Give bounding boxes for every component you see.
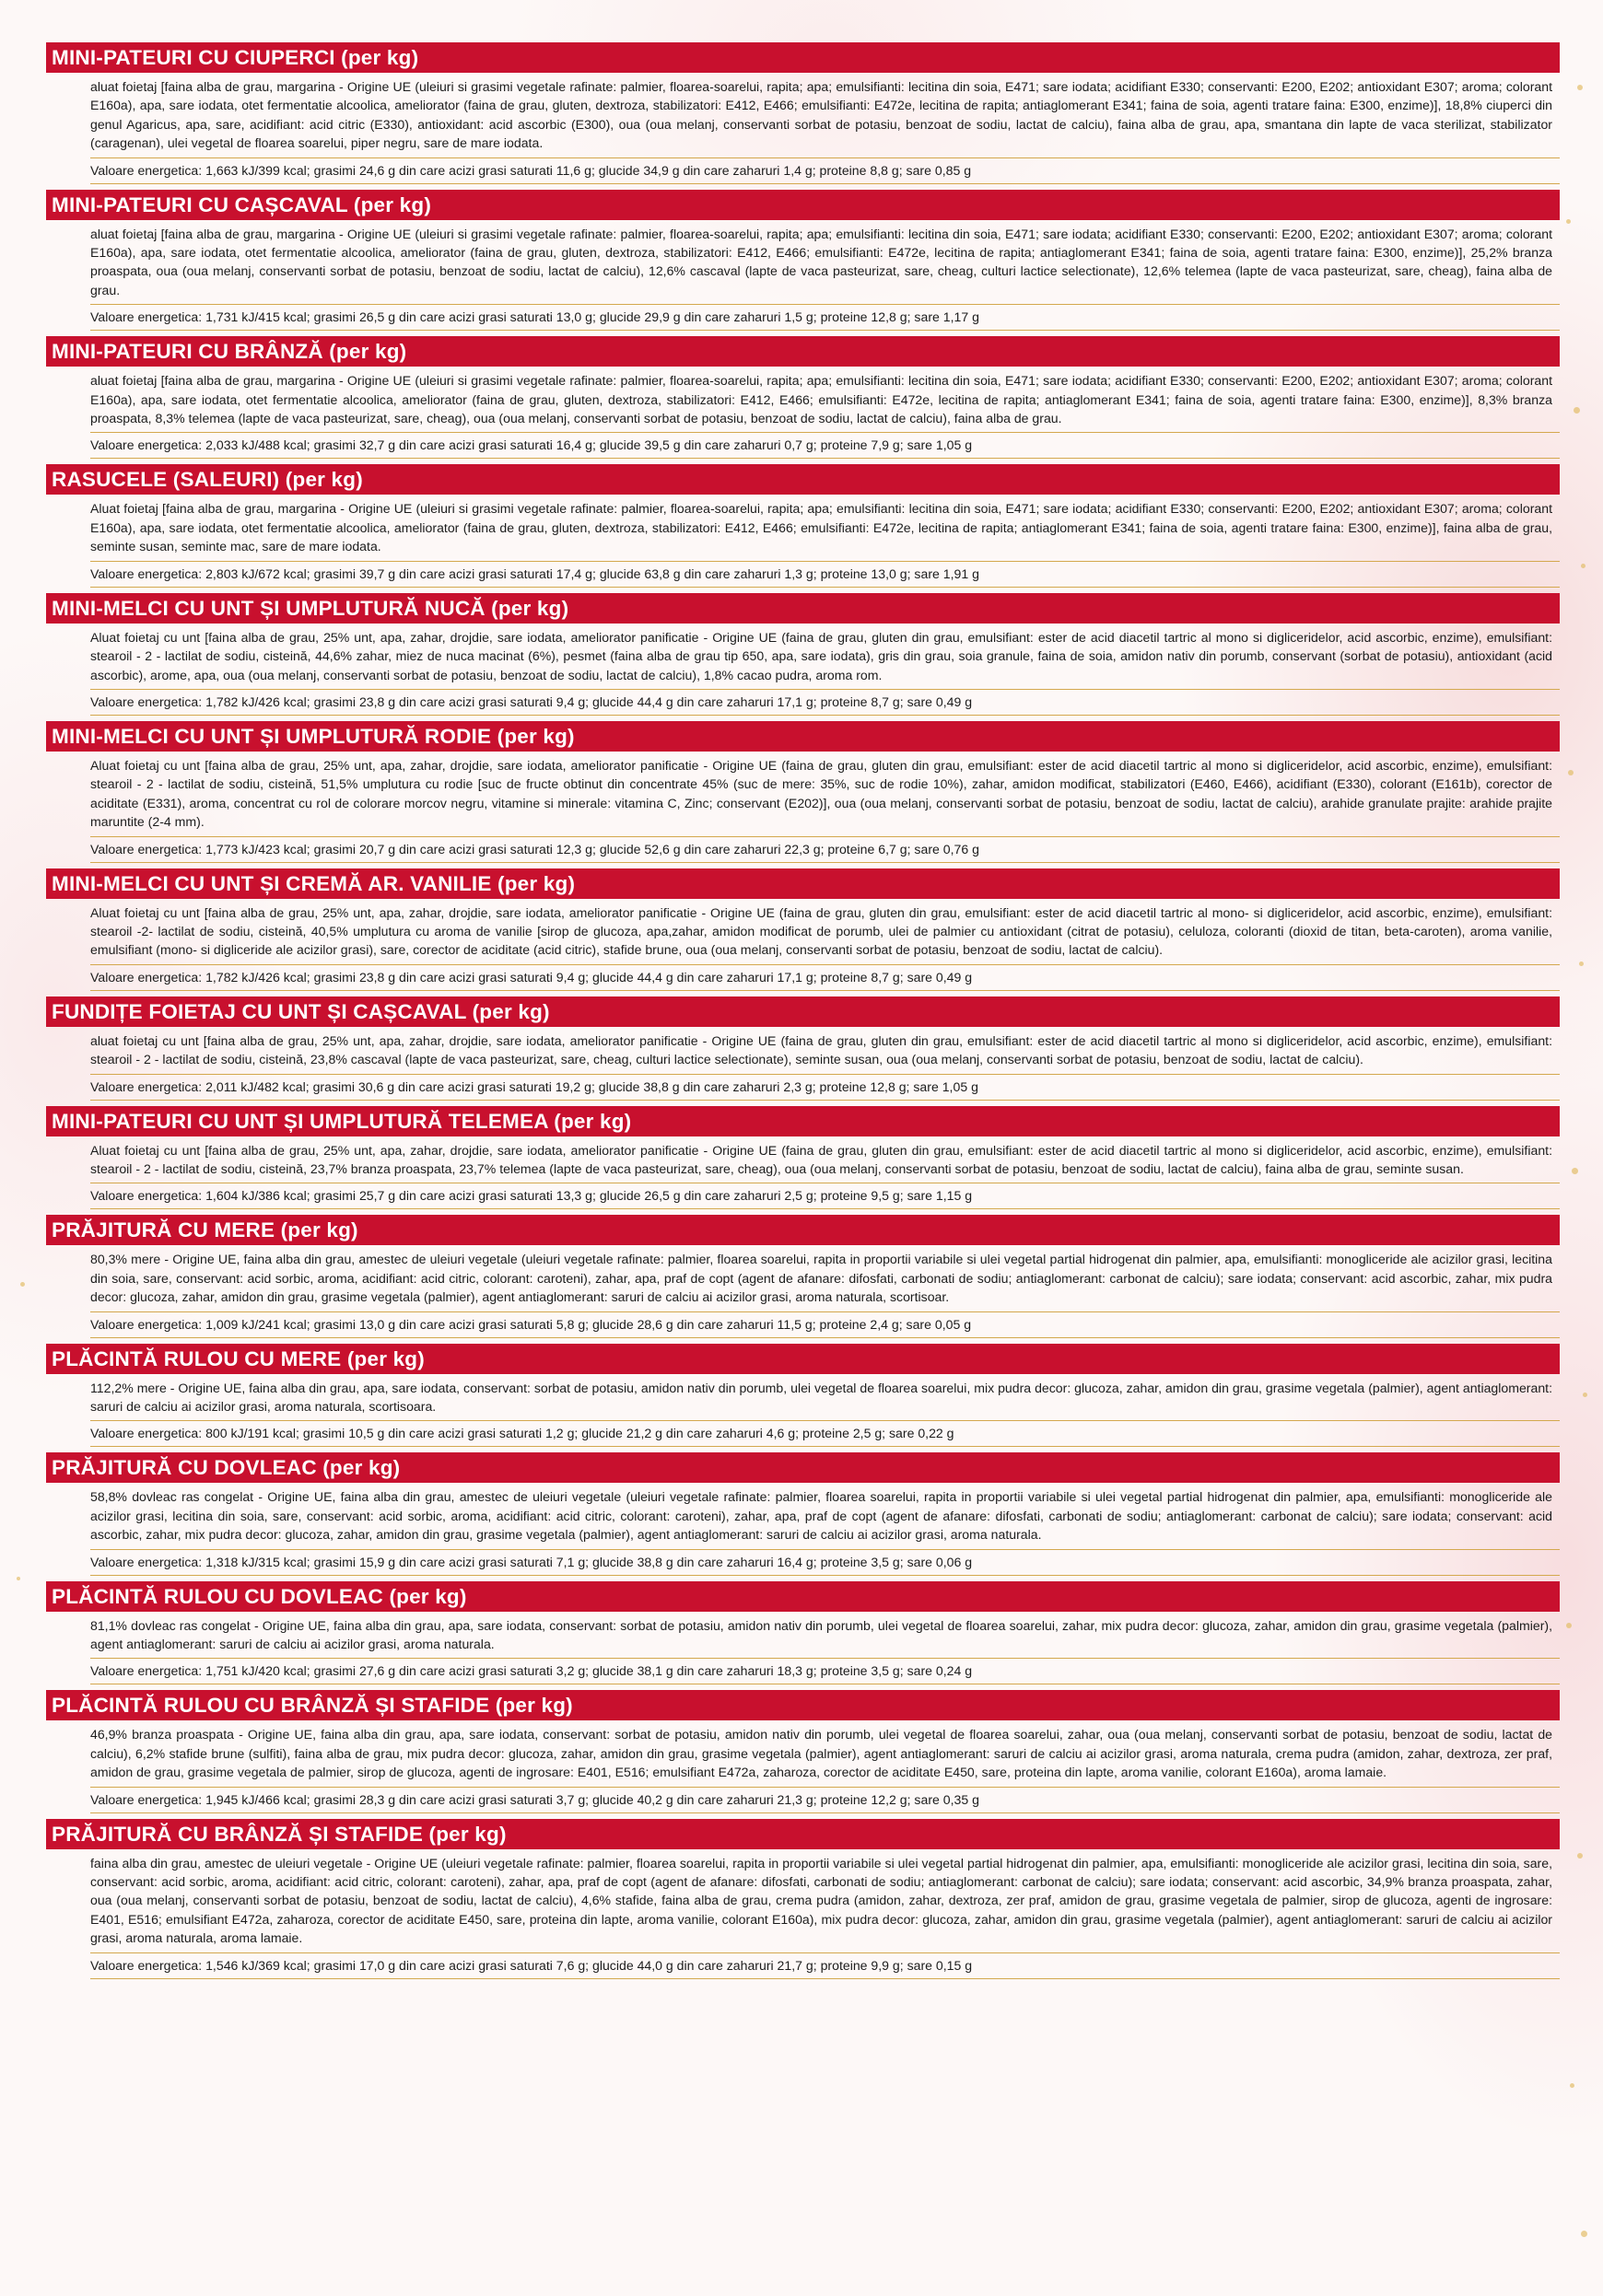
product-title: PRĂJITURĂ CU DOVLEAC (per kg) [46,1452,1560,1483]
product-list [46,42,1560,1985]
gold-sparkle [1568,770,1574,775]
product-title: MINI-PATEURI CU CIUPERCI (per kg) [46,42,1560,73]
product-nutrition: Valoare energetica: 1,604 kJ/386 kcal; grasimi 25,7 g din care acizi grasi saturati 13,3 g; glucide 26,5 g din care zaharuri 2,5 g; proteine 9,5 g; sare 1,15 g [90,1183,1560,1209]
product-nutrition: Valoare energetica: 1,773 kJ/423 kcal; grasimi 20,7 g din care acizi grasi saturati 12,3 g; glucide 52,6 g din care zaharuri 22,3 g; proteine 6,7 g; sare 0,76 g [90,836,1560,863]
gold-sparkle [1583,1393,1587,1397]
product-nutrition: Valoare energetica: 1,782 kJ/426 kcal; grasimi 23,8 g din care acizi grasi saturati 9,4 g; glucide 44,4 g din care zaharuri 17,1 g; proteine 8,7 g; sare 0,49 g [90,964,1560,991]
product-ingredients: 58,8% dovleac ras congelat - Origine UE, faina alba din grau, amestec de uleiuri vegetale (uleiuri vegetale rafinate: palmier, floarea soarelui, rapita in proportii variabile si ulei vegetal partial hidrogenat din palmier, apa, emulsifianti: monogliceride ale acizilor grasi, lecitina din soia, sare, conservant: acid sorbic, aroma, acidifiant: acid citric, colorant: caroteni), zahar, apa, praf de copt (agent de afanare: difosfati, carbonati de sodiu; antiaglomerant: carbonat de calciu); sare iodata; conservant: acid ascorbic, zahar, mix pudra decor: glucoza, zahar, amidon din grau, grasime vegetala (palmier), agent antiaglomerant: saruri de calciu ai acizilor grasi, aroma naturala. [90,1489,1552,1543]
product-nutrition: Valoare energetica: 1,546 kJ/369 kcal; grasimi 17,0 g din care acizi grasi saturati 7,6 g; glucide 44,0 g din care zaharuri 21,7 g; proteine 9,9 g; sare 0,15 g [90,1952,1560,1979]
product-nutrition: Valoare energetica: 1,009 kJ/241 kcal; grasimi 13,0 g din care acizi grasi saturati 5,8 g; glucide 28,6 g din care zaharuri 11,5 g; proteine 2,4 g; sare 0,05 g [90,1311,1560,1338]
product-section [46,593,1560,716]
product-nutrition: Valoare energetica: 1,663 kJ/399 kcal; grasimi 24,6 g din care acizi grasi saturati 11,6 g; glucide 34,9 g din care zaharuri 1,4 g; proteine 8,8 g; sare 0,85 g [90,157,1560,184]
product-title: MINI-MELCI CU UNT ȘI CREMĂ AR. VANILIE (per kg) [46,868,1560,899]
product-ingredients: Aluat foietaj cu unt [faina alba de grau, 25% unt, apa, zahar, drojdie, sare iodata, ameliorator panificatie - Origine UE (faina de grau, gluten din grau, emulsifiant: ester de acid diacetil tartric al mono si digliceridelor, acid ascorbic, enzime), emulsifiant: stearoil - 2 - lactilat de sodiu, cisteină, 23,7% branza proaspata, 23,7% telemea (lapte de vaca pasteurizat, sare, cheag), oua (oua melanj, conservanti sorbat de potasiu, benzoat de sodiu, lactat de calciu), faina alba de grau, seminte susan. [90,1142,1552,1176]
product-section [46,336,1560,459]
product-ingredients: Aluat foietaj cu unt [faina alba de grau, 25% unt, apa, zahar, drojdie, sare iodata, ameliorator panificatie - Origine UE (faina de grau, gluten din grau, emulsifiant: ester de acid diacetil tartric al mono si digliceridelor, acid ascorbic, enzime), emulsifiant: stearoil - 2 - lactilat de sodiu, cisteină, 51,5% umplutura cu rodie [suc de fructe obtinut din concentrate 45% (suc de mere: 35%, suc de rodie 10%), zahar, amidon modificat, stabilizatori (E460, E466), acidifiant (E330), colorant (E161b), corector de aciditate (E331), aroma, concentrat cu rol de colorare morcov negru, vitamine si minerale: vitamina C, Zinc; conservant (E202)], oua (oua melanj, conservanti sorbat de potasiu, benzoat de sodiu, lactat de calciu), arahide granulate prajite: arahide prajite maruntite (2-4 mm). [90,757,1552,830]
product-ingredients: Aluat foietaj cu unt [faina alba de grau, 25% unt, apa, zahar, drojdie, sare iodata, ameliorator panificatie - Origine UE (faina de grau, gluten din grau, emulsifiant: ester de acid diacetil tartric al mono si digliceridelor, acid ascorbic, enzime), emulsifiant: stearoil - 2 - lactilat de sodiu, cisteină, 44,6% zahar, miez de nuca macinat (6%), pesmet (faina alba de grau tip 650, apa, sare iodata), gris din grau, soia granule, faina de soia, amidon nativ din porumb, conservant (sorbat de potasiu), antioxidant (acid ascorbic), arome, apa, oua (oua melanj, conservanti sorbat de potasiu, benzoat de sodiu, lactat de calciu), 1,8% cacao pudra, aroma rom. [90,629,1552,682]
product-ingredients: Aluat foietaj cu unt [faina alba de grau, 25% unt, apa, zahar, drojdie, sare iodata, ameliorator panificatie - Origine UE (faina de grau, gluten din grau, emulsifiant: ester de acid diacetil tartric al mono- si digliceridelor, acid ascorbic, enzime), emulsifiant: stearoil -2- lactilat de sodiu, cisteină, 40,5% umplutura cu aroma de vanilie [sirop de glucoza, apa,zahar, amidon modificat de porumb, ulei de palmier cu antioxidant (citrat de potasiu), celuloza, coloranti (dioxid de titan, beta-caroten), aroma vanilie, emulsifiant (mono- si digliceride ale acizilor grasi), sare, corector de aciditate (acid citric), stafide brune, oua (oua melanj, conservanti sorbat de potasiu, benzoat de sodiu, lactat de calciu). [90,904,1552,958]
gold-sparkle [1579,962,1584,966]
product-title: PRĂJITURĂ CU MERE (per kg) [46,1215,1560,1245]
product-title: RASUCELE (SALEURI) (per kg) [46,464,1560,495]
gold-sparkle [1566,219,1571,224]
product-title: MINI-PATEURI CU BRÂNZĂ (per kg) [46,336,1560,367]
gold-sparkle [1570,2083,1574,2088]
gold-sparkle [20,1282,25,1287]
product-ingredients: aluat foietaj [faina alba de grau, margarina - Origine UE (uleiuri si grasimi vegetale rafinate: palmier, floarea-soarelui, rapita; apa; emulsifianti: lecitina din soia, E471; sare iodata; acidifiant E330; conservanti: E200, E202; antioxidant E307; aroma; colorant E160a), apa, sare iodata, otet fermentatie alcoolica, ameliorator (faina de grau, gluten, dextroza, stabilizatori: E412, E466; emulsifianti: E472e, lecitina de rapita; antiaglomerant E341; faina de soia, agenti tratare faina: E300, enzime)], 25,2% branza proaspata, oua (oua melanj, conservanti sorbat de potasiu, benzoat de sodiu, lactat de calciu), 12,6% cascaval (lapte de vaca pasteurizat, sare, cheag, culturi lactice selectionate), 12,6% telemea (lapte de vaca pasteurizat, sare, cheag), faina alba de grau. [90,226,1552,297]
product-ingredients: aluat foietaj [faina alba de grau, margarina - Origine UE (uleiuri si grasimi vegetale rafinate: palmier, floarea-soarelui, rapita; apa; emulsifianti: lecitina din soia, E471; sare iodata; acidifiant E330; conservanti: E200, E202; antioxidant E307; aroma; colorant E160a), apa, sare iodata, otet fermentatie alcoolica, ameliorator (faina de grau, gluten, dextroza, stabilizatori: E412, E466; emulsifianti: E472e, lecitina de rapita; antiaglomerant E341; faina de soia, agenti tratare faina: E300, enzime)], 18,8% ciuperci din genul Agaricus, apa, sare, acidifiant: acid citric (E330), antioxidant: acid ascorbic (E300), oua (oua melanj, conservanti sorbat de potasiu, benzoat de sodiu, lactat de calciu), faina alba de grau, apa, smantana din lapte de vaca sterilizat, stabilizator (caragenan), ulei vegetal de floarea soarelui, piper negru, sare de mare iodata. [90,79,1552,151]
gold-sparkle [1581,2231,1587,2237]
product-nutrition: Valoare energetica: 1,782 kJ/426 kcal; grasimi 23,8 g din care acizi grasi saturati 9,4 g; glucide 44,4 g din care zaharuri 17,1 g; proteine 8,7 g; sare 0,49 g [90,689,1560,716]
product-nutrition: Valoare energetica: 1,751 kJ/420 kcal; grasimi 27,6 g din care acizi grasi saturati 3,2 g; glucide 38,1 g din care zaharuri 18,3 g; proteine 3,5 g; sare 0,24 g [90,1658,1560,1684]
product-title: MINI-MELCI CU UNT ȘI UMPLUTURĂ NUCĂ (per kg) [46,593,1560,624]
product-ingredients: Aluat foietaj [faina alba de grau, margarina - Origine UE (uleiuri si grasimi vegetale rafinate: palmier, floarea-soarelui, rapita; apa; emulsifianti: lecitina din soia, E471; sare iodata; acidifiant E330; conservanti: E200, E202; antioxidant E307; aroma; colorant E160a), apa, sare iodata, otet fermentatie alcoolica, ameliorator (faina de grau, gluten, dextroza, stabilizatori: E412, E466; emulsifianti: E472e, lecitina de rapita; antiaglomerant E341; faina de soia, agenti tratare faina: E300, enzime)], faina alba de grau, seminte susan, seminte mac, sare de mare iodata. [90,501,1552,554]
product-ingredients: aluat foietaj [faina alba de grau, margarina - Origine UE (uleiuri si grasimi vegetale rafinate: palmier, floarea-soarelui, rapita; apa; emulsifianti: lecitina din soia, E471; sare iodata; acidifiant E330; conservanti: E200, E202; antioxidant E307; aroma; colorant E160a), apa, sare iodata, otet fermentatie alcoolica, ameliorator (faina de grau, gluten, dextroza, stabilizatori: E412, E466; emulsifianti: E472e, lecitina de rapita; antiaglomerant E341; faina de soia, agenti tratare faina: E300, enzime)], 8,3% branza proaspata, 8,3% telemea (lapte de vaca pasteurizat, sare, cheag), oua (oua melanj, conservanti sorbat de potasiu, benzoat de sodiu, lactat de calciu), faina alba de grau. [90,373,1552,426]
product-section [46,1581,1560,1685]
product-nutrition: Valoare energetica: 800 kJ/191 kcal; grasimi 10,5 g din care acizi grasi saturati 1,2 g; glucide 21,2 g din care zaharuri 4,6 g; proteine 2,5 g; sare 0,22 g [90,1420,1560,1447]
product-section [46,1215,1560,1337]
product-section [46,996,1560,1101]
product-section [46,1344,1560,1448]
product-section [46,464,1560,587]
product-nutrition: Valoare energetica: 1,945 kJ/466 kcal; grasimi 28,3 g din care acizi grasi saturati 3,7 g; glucide 40,2 g din care zaharuri 21,3 g; proteine 12,2 g; sare 0,35 g [90,1787,1560,1813]
product-nutrition: Valoare energetica: 2,033 kJ/488 kcal; grasimi 32,7 g din care acizi grasi saturati 16,4 g; glucide 39,5 g din care zaharuri 0,7 g; proteine 7,9 g; sare 1,05 g [90,432,1560,459]
product-title: MINI-MELCI CU UNT ȘI UMPLUTURĂ RODIE (per kg) [46,721,1560,752]
product-ingredients: 112,2% mere - Origine UE, faina alba din grau, apa, sare iodata, conservant: sorbat de potasiu, amidon nativ din porumb, ulei vegetal de floarea soarelui, mix pudra decor: glucoza, zahar, amidon din grau, grasime vegetala (palmier), agent antiaglomerant: saruri de calciu ai acizilor grasi, aroma naturala, scortisoara. [90,1380,1552,1414]
gold-sparkle [1581,564,1585,568]
product-ingredients: 80,3% mere - Origine UE, faina alba din grau, amestec de uleiuri vegetale (uleiuri vegetale rafinate: palmier, floarea soarelui, rapita in proportii variabile si ulei vegetal partial hidrogenat din palmier, apa, emulsifianti: monogliceride ale acizilor grasi, lecitina din soia, sare, conservant: acid sorbic, aroma, acidifiant: acid citric, colorant: caroteni), zahar, apa, praf de copt (agent de afanare: difosfati, carbonati de sodiu; antiaglomerant: carbonat de calciu); sare iodata; conservant: acid ascorbic, zahar, mix pudra decor: glucoza, zahar, amidon din grau, grasime vegetala (palmier), agent antiaglomerant: saruri de calciu ai acizilor grasi, aroma naturala, scortisoar. [90,1252,1552,1305]
product-ingredients: faina alba din grau, amestec de uleiuri vegetale - Origine UE (uleiuri vegetale rafinate: palmier, floarea soarelui, rapita in proportii variabile si ulei vegetal partial hidrogenat din palmier, apa, emulsifianti: monogliceride ale acizilor grasi, lecitina din soia, sare, conservant: acid sorbic, aroma, acidifiant: acid citric, colorant: caroteni), zahar, apa, praf de copt (agent de afanare: difosfati, carbonati de sodiu; antiaglomerant: carbonat de calciu); sare iodata; conservant: acid ascorbic, 34,9% branza proaspata, zahar, oua (oua melanj, conservanti sorbat de potasiu, benzoat de sodiu, lactat de calciu), 4,6% stafide, faina alba de grau, crema pudra (amidon, zahar, dextroza, zer praf, amidon de grau, grasime vegetala de palmier, sirop de glucoza, agenti de ingrosare: E401, E516; emulsifiant E472a, zaharoza, corector de aciditate E450, sare, proteina din lapte, aroma vanilie, colorant E160a), mix pudra decor: glucoza, zahar, amidon din grau, grasime vegetala (palmier), agent antiaglomerant: saruri de calciu ai acizilor grasi, aroma naturala, aroma lamaie. [90,1855,1552,1946]
product-nutrition: Valoare energetica: 2,803 kJ/672 kcal; grasimi 39,7 g din care acizi grasi saturati 17,4 g; glucide 63,8 g din care zaharuri 1,3 g; proteine 13,0 g; sare 1,91 g [90,561,1560,588]
gold-sparkle [1577,85,1583,90]
product-section [46,1690,1560,1812]
product-section [46,42,1560,184]
gold-sparkle [1574,407,1580,414]
product-section [46,1819,1560,1979]
product-title: MINI-PATEURI CU CAȘCAVAL (per kg) [46,190,1560,220]
gold-sparkle [1577,1853,1583,1859]
product-title: PLĂCINTĂ RULOU CU MERE (per kg) [46,1344,1560,1374]
product-ingredients: 46,9% branza proaspata - Origine UE, faina alba din grau, apa, sare iodata, conservant: sorbat de potasiu, amidon nativ din porumb, ulei vegetal de floarea soarelui, zahar, oua (oua melanj, conservanti sorbat de potasiu, benzoat de sodiu, lactat de calciu), 6,2% stafide brune (sulfiti), faina alba de grau, mix pudra decor: glucoza, zahar, amidon din grau, grasime vegetala (palmier), agent antiaglomerant: saruri de calciu ai acizilor grasi, aroma naturala, crema pudra (amidon, zahar, dextroza, zer praf, amidon de grau, grasime vegetala de palmier, sirop de glucoza, agenti de ingrosare: E401, E516; emulsifiant E472a, zaharoza, corector de aciditate E450, sare, proteina din lapte, aroma vanilie, colorant E160a), aroma lamaie. [90,1727,1552,1780]
product-nutrition: Valoare energetica: 1,318 kJ/315 kcal; grasimi 15,9 g din care acizi grasi saturati 7,1 g; glucide 38,8 g din care zaharuri 16,4 g; proteine 3,5 g; sare 0,06 g [90,1549,1560,1576]
product-title: MINI-PATEURI CU UNT ȘI UMPLUTURĂ TELEMEA (per kg) [46,1106,1560,1136]
product-nutrition: Valoare energetica: 2,011 kJ/482 kcal; grasimi 30,6 g din care acizi grasi saturati 19,2 g; glucide 38,8 g din care zaharuri 2,3 g; proteine 12,8 g; sare 1,05 g [90,1074,1560,1101]
product-ingredients: aluat foietaj cu unt [faina alba de grau, 25% unt, apa, zahar, drojdie, sare iodata, ameliorator panificatie - Origine UE (faina de grau, gluten din grau, emulsifiant: ester de acid diacetil tartric al mono si digliceridelor, acid ascorbic, enzime), emulsifiant: stearoil - 2 - lactilat de sodiu, cisteină, 23,8% cascaval (lapte de vaca pasteurizat, sare, cheag, culturi lactice selectionate), seminte susan, oua (oua melanj, conservanti sorbat de potasiu, benzoat de sodiu, lactat de calciu). [90,1032,1552,1067]
product-title: PRĂJITURĂ CU BRÂNZĂ ȘI STAFIDE (per kg) [46,1819,1560,1849]
gold-sparkle [1572,1168,1578,1174]
product-section [46,190,1560,332]
product-section [46,868,1560,991]
product-section [46,721,1560,863]
product-section [46,1106,1560,1210]
product-title: PLĂCINTĂ RULOU CU BRÂNZĂ ȘI STAFIDE (per kg) [46,1690,1560,1720]
gold-sparkle [17,1577,20,1580]
product-section [46,1452,1560,1575]
product-ingredients: 81,1% dovleac ras congelat - Origine UE, faina alba din grau, apa, sare iodata, conservant: sorbat de potasiu, amidon nativ din porumb, ulei vegetal de floarea soarelui, zahar, mix pudra decor: glucoza, zahar, amidon din grau, grasime vegetala (palmier), agent antiaglomerant: saruri de calciu ai acizilor grasi, aroma naturala. [90,1617,1552,1652]
product-title: PLĂCINTĂ RULOU CU DOVLEAC (per kg) [46,1581,1560,1612]
product-nutrition: Valoare energetica: 1,731 kJ/415 kcal; grasimi 26,5 g din care acizi grasi saturati 13,0 g; glucide 29,9 g din care zaharuri 1,5 g; proteine 12,8 g; sare 1,17 g [90,304,1560,331]
product-title: FUNDIȚE FOIETAJ CU UNT ȘI CAȘCAVAL (per kg) [46,996,1560,1027]
gold-sparkle [1566,1623,1572,1628]
